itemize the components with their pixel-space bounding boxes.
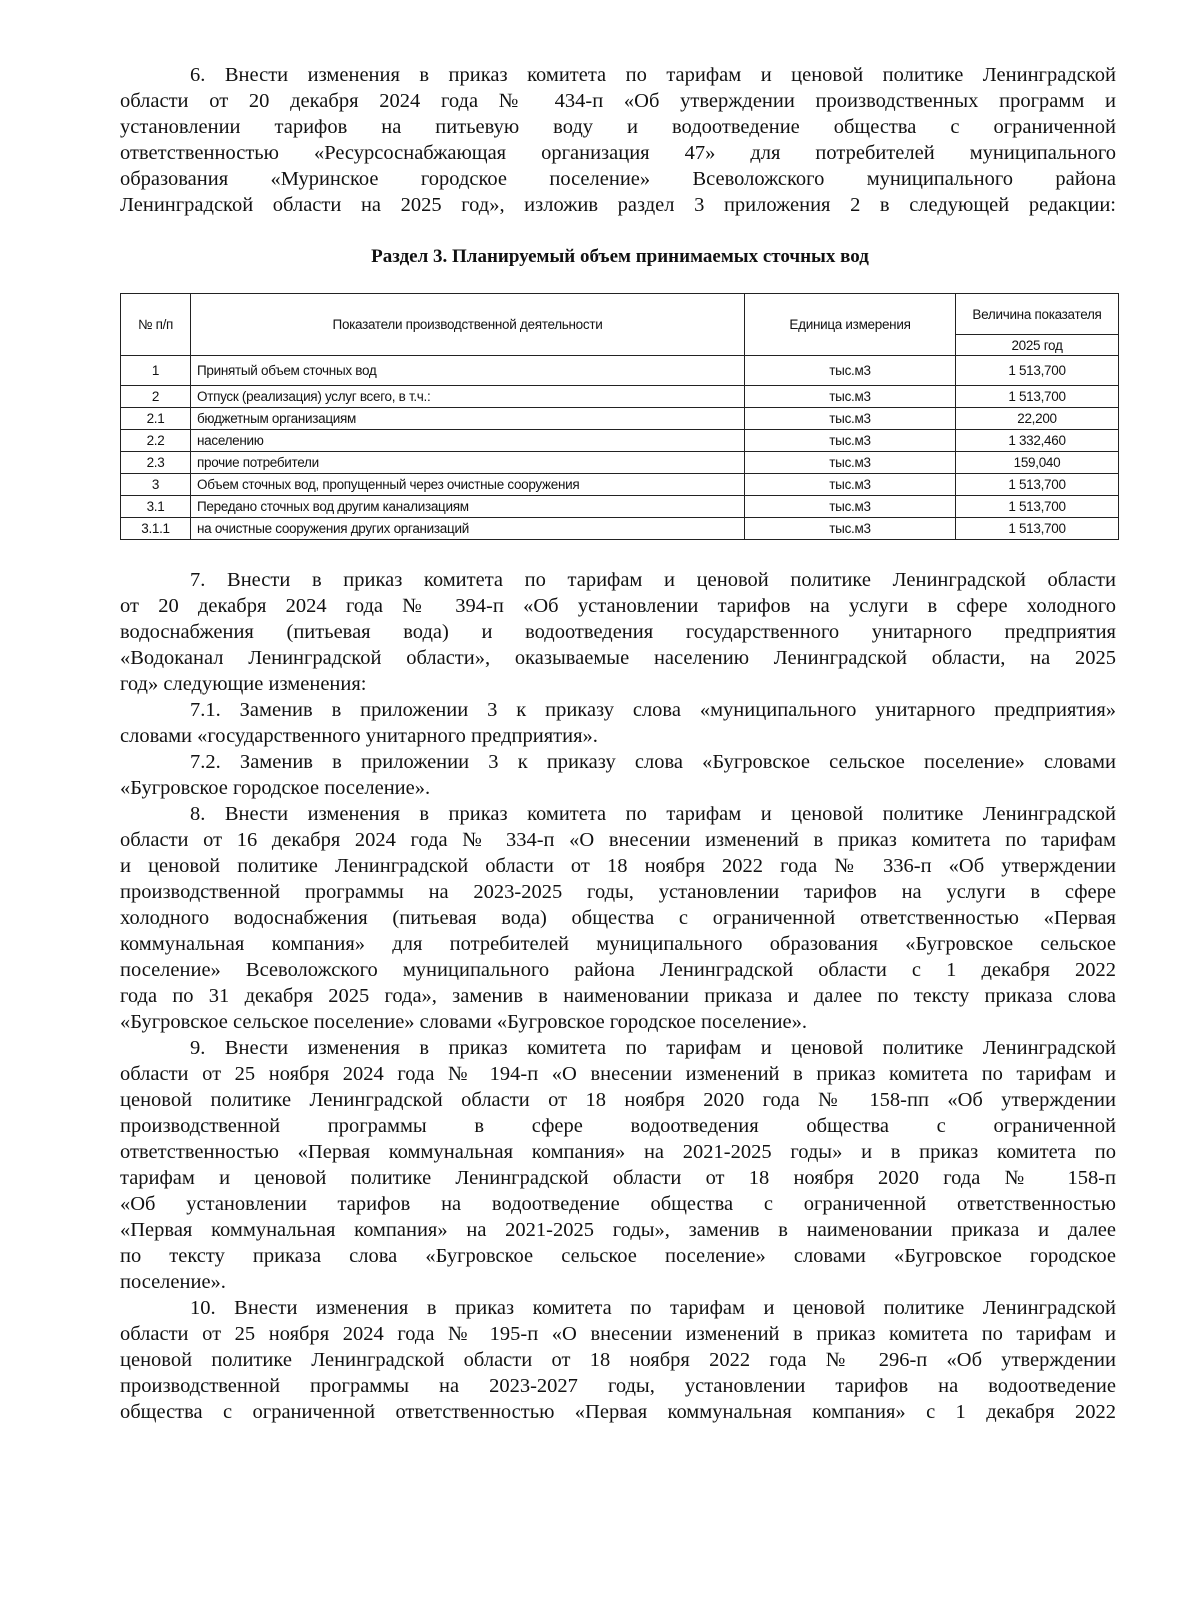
text-line: от 20 декабря 2024 года № 394-п «Об установлении тарифов на услуги в сфере холодного [120,595,1116,617]
cell-unit: тыс.м3 [745,452,956,474]
table-row [121,356,1119,386]
text-line: 7. Внести в приказ комитета по тарифам и ценовой политике Ленинградской области [190,569,1116,591]
cell-indicator: прочие потребители [191,452,745,474]
text-line: по тексту приказа слова «Бугровское сельское поселение» словами «Бугровское городское [120,1245,1116,1267]
paragraph [120,1295,1116,1425]
cell-num: 3 [121,474,191,496]
text-line: «Бугровское сельское поселение» словами «Бугровское городское поселение». [120,1011,807,1033]
cell-unit: тыс.м3 [745,518,956,540]
cell-value: 1 332,460 [956,430,1119,452]
text-line: и ценовой политике Ленинградской области от 18 ноября 2022 года № 336-п «Об утверждении [120,855,1116,877]
cell-unit: тыс.м3 [745,496,956,518]
table-row [121,496,1119,518]
header-unit: Единица измерения [745,294,956,356]
text-line: производственной программы в сфере водоотведения общества с ограниченной [120,1115,1116,1137]
cell-value: 1 513,700 [956,356,1119,386]
text-line: общества с ограниченной ответственностью «Первая коммунальная компания» с 1 декабря 2022 [120,1401,1116,1423]
text-line: холодного водоснабжения (питьевая вода) общества с ограниченной ответственностью «Первая [120,907,1116,929]
cell-num: 2.1 [121,408,191,430]
text-line: ценовой политике Ленинградской области от 18 ноября 2020 года № 158-пп «Об утверждении [120,1089,1116,1111]
text-line: области от 25 ноября 2024 года № 195-п «О внесении изменений в приказ комитета по тарифам и [120,1323,1116,1345]
table-row [121,518,1119,540]
wastewater-volume-table [120,293,1119,540]
cell-indicator: Объем сточных вод, пропущенный через очистные сооружения [191,474,745,496]
paragraph-6 [120,62,1116,218]
header-indicator: Показатели производственной деятельности [191,294,745,356]
cell-unit: тыс.м3 [745,408,956,430]
text-line: области от 20 декабря 2024 года № 434-п «Об утверждении производственных программ и [120,90,1116,112]
text-line: 8. Внести изменения в приказ комитета по тарифам и ценовой политике Ленинградской [190,803,1116,825]
cell-num: 1 [121,356,191,386]
text-line: 6. Внести изменения в приказ комитета по тарифам и ценовой политике Ленинградской [190,64,1116,86]
text-line: ценовой политике Ленинградской области от 18 ноября 2022 года № 296-п «Об утверждении [120,1349,1116,1371]
cell-indicator: Принятый объем сточных вод [191,356,745,386]
cell-num: 3.1.1 [121,518,191,540]
paragraph [120,1035,1116,1295]
text-line: образования «Муринское городское поселение» Всеволожского муниципального района [120,168,1116,190]
cell-value: 1 513,700 [956,386,1119,408]
section-title: Раздел 3. Планируемый объем принимаемых сточных вод [371,246,869,267]
text-line: «Первая коммунальная компания» на 2021-2025 годы», заменив в наименовании приказа и далее [120,1219,1116,1241]
text-line: 7.1. Заменив в приложении 3 к приказу слова «муниципального унитарного предприятия» [190,699,1116,721]
cell-value: 1 513,700 [956,474,1119,496]
text-line: словами «государственного унитарного предприятия». [120,725,598,747]
text-line: производственной программы на 2023-2027 годы, установлении тарифов на водоотведение [120,1375,1116,1397]
text-line: тарифам и ценовой политике Ленинградской области от 18 ноября 2020 года № 158-п [120,1167,1116,1189]
cell-num: 2.2 [121,430,191,452]
cell-indicator: на очистные сооружения других организаций [191,518,745,540]
text-line: ответственностью «Первая коммунальная компания» на 2021-2025 годы» и в приказ комитета по [120,1141,1116,1163]
paragraphs-7-10 [120,567,1116,1425]
header-value: Величина показателя [956,294,1119,335]
cell-num: 2 [121,386,191,408]
cell-indicator: населению [191,430,745,452]
text-line: области от 25 ноября 2024 года № 194-п «О внесении изменений в приказ комитета по тарифам и [120,1063,1116,1085]
paragraph [120,567,1116,697]
text-line: 9. Внести изменения в приказ комитета по тарифам и ценовой политике Ленинградской [190,1037,1116,1059]
text-line: 7.2. Заменив в приложении 3 к приказу слова «Бугровское сельское поселение» словами [190,751,1116,773]
text-line: поселение» Всеволожского муниципального района Ленинградской области с 1 декабря 2022 [120,959,1116,981]
text-line: год» следующие изменения: [120,673,367,695]
cell-value: 22,200 [956,408,1119,430]
header-year: 2025 год [956,335,1119,356]
cell-num: 2.3 [121,452,191,474]
text-line: «Бугровское городское поселение». [120,777,431,799]
text-line: водоснабжения (питьевая вода) и водоотведения государственного унитарного предприятия [120,621,1116,643]
text-line: «Об установлении тарифов на водоотведение общества с ограниченной ответственностью [120,1193,1116,1215]
cell-indicator: Передано сточных вод другим канализациям [191,496,745,518]
table-row [121,452,1119,474]
paragraph [120,749,1116,801]
cell-num: 3.1 [121,496,191,518]
text-line: 10. Внести изменения в приказ комитета по тарифам и ценовой политике Ленинградской [190,1297,1116,1319]
table-row [121,408,1119,430]
text-line: области от 16 декабря 2024 года № 334-п «О внесении изменений в приказ комитета по тарифам [120,829,1116,851]
cell-unit: тыс.м3 [745,356,956,386]
cell-unit: тыс.м3 [745,474,956,496]
text-line: установлении тарифов на питьевую воду и водоотведение общества с ограниченной [120,116,1116,138]
text-line: «Водоканал Ленинградской области», оказываемые населению Ленинградской области, на 2025 [120,647,1116,669]
paragraph [120,697,1116,749]
cell-unit: тыс.м3 [745,386,956,408]
cell-value: 159,040 [956,452,1119,474]
text-line: года по 31 декабря 2025 года», заменив в наименовании приказа и далее по тексту приказа слова [120,985,1116,1007]
text-line: Ленинградской области на 2025 год», изложив раздел 3 приложения 2 в следующей редакции: [120,194,1116,216]
text-line: поселение». [120,1271,226,1293]
table-row [121,386,1119,408]
header-num: № п/п [121,294,191,356]
table-row [121,474,1119,496]
cell-value: 1 513,700 [956,518,1119,540]
text-line: коммунальная компания» для потребителей муниципального образования «Бугровское сельское [120,933,1116,955]
paragraph [120,801,1116,1035]
cell-indicator: Отпуск (реализация) услуг всего, в т.ч.: [191,386,745,408]
cell-indicator: бюджетным организациям [191,408,745,430]
cell-value: 1 513,700 [956,496,1119,518]
table-row [121,430,1119,452]
text-line: производственной программы на 2023-2025 годы, установлении тарифов на услуги в сфере [120,881,1116,903]
cell-unit: тыс.м3 [745,430,956,452]
text-line: ответственностью «Ресурсоснабжающая организация 47» для потребителей муниципального [120,142,1116,164]
